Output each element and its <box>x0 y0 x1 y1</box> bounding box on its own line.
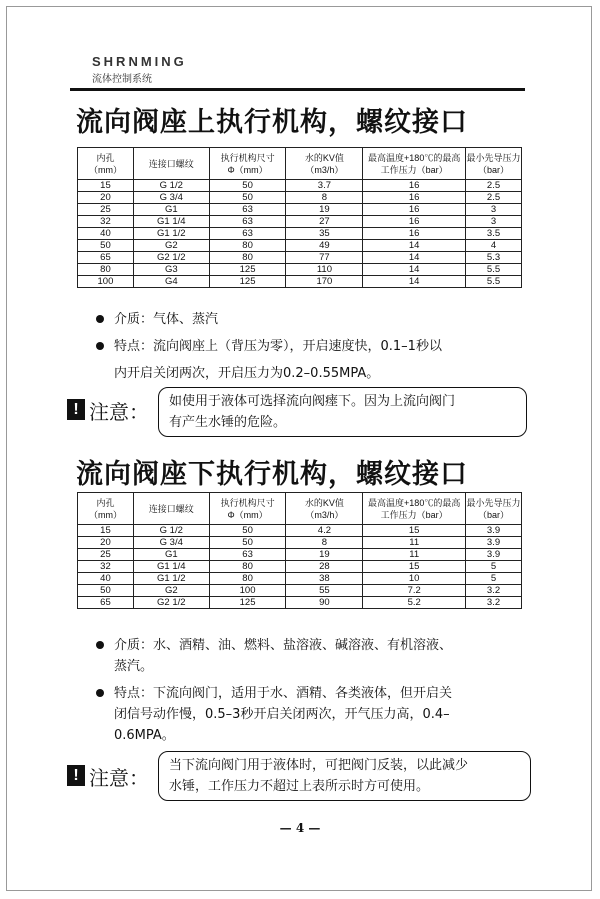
exclamation-icon: ! <box>67 399 85 420</box>
table-cell: 14 <box>363 264 466 276</box>
table-cell: G1 1/2 <box>133 228 209 240</box>
table-row <box>78 537 522 549</box>
table-cell: 65 <box>78 597 134 609</box>
brand-tagline: 流体控制系统 <box>92 74 152 85</box>
column-header: 内孔 （mm） <box>78 148 134 180</box>
table-cell: 3 <box>466 204 522 216</box>
table-cell: 5.3 <box>466 252 522 264</box>
table-row <box>78 264 522 276</box>
table-cell: G2 1/2 <box>133 252 209 264</box>
section1-title: 流向阀座上执行机构，螺纹接口 <box>76 107 468 138</box>
table-cell: 25 <box>78 204 134 216</box>
table-cell: G 3/4 <box>133 537 209 549</box>
table-row <box>78 549 522 561</box>
table-cell: 50 <box>209 180 286 192</box>
table-cell: 2.5 <box>466 180 522 192</box>
bullet-dot <box>96 342 104 350</box>
table-cell: G1 1/4 <box>133 561 209 573</box>
table-cell: 8 <box>286 537 363 549</box>
table-cell: 49 <box>286 240 363 252</box>
page-number: — 4 — <box>279 821 321 835</box>
table-cell: 15 <box>78 525 134 537</box>
table-cell: G1 1/2 <box>133 573 209 585</box>
table-cell: G4 <box>133 276 209 288</box>
table-cell: G 3/4 <box>133 192 209 204</box>
table-cell: 5.5 <box>466 264 522 276</box>
feature-text-line1: 特点：流向阀座上（背压为零），开启速度快，0.1–1秒以 <box>114 339 442 354</box>
caution-text-line2: 水锤，工作压力不超过上表所示时方可使用。 <box>169 779 430 794</box>
table-cell: 100 <box>78 276 134 288</box>
table-cell: G2 <box>133 585 209 597</box>
column-header: 水的KV值 （m3/h） <box>286 148 363 180</box>
table-row <box>78 561 522 573</box>
exclamation-icon: ! <box>67 765 85 786</box>
feature-bullet <box>96 336 442 384</box>
table-cell: 20 <box>78 537 134 549</box>
table-cell: 16 <box>363 204 466 216</box>
medium-bullet <box>96 635 452 677</box>
table-cell: 63 <box>209 216 286 228</box>
table-cell: 15 <box>363 525 466 537</box>
column-header: 执行机构尺寸 Φ（mm） <box>209 148 286 180</box>
table-cell: 80 <box>209 252 286 264</box>
table-cell: 3.9 <box>466 537 522 549</box>
feature-text-line1: 特点：下流向阀门，适用于水、酒精、各类液体，但开启关 <box>114 686 453 701</box>
table-header-row <box>78 493 522 525</box>
table-cell: 2.5 <box>466 192 522 204</box>
medium-text-line1: 介质：水、酒精、油、燃料、盐溶液、碱溶液、有机溶液、 <box>114 638 453 653</box>
table-cell: 3 <box>466 216 522 228</box>
table-cell: 3.2 <box>466 585 522 597</box>
table-cell: 80 <box>209 573 286 585</box>
table-row <box>78 216 522 228</box>
table-cell: 5 <box>466 561 522 573</box>
table-cell: 50 <box>209 192 286 204</box>
table-cell: 40 <box>78 228 134 240</box>
column-header: 连接口螺纹 <box>133 148 209 180</box>
column-header: 最高温度+180℃的最高 工作压力（bar） <box>363 148 466 180</box>
bullet-dot <box>96 641 104 649</box>
caution-label: 注意： <box>89 400 149 424</box>
table-cell: 14 <box>363 276 466 288</box>
table-cell: 20 <box>78 192 134 204</box>
table-cell: 32 <box>78 561 134 573</box>
column-header: 内孔 （mm） <box>78 493 134 525</box>
table-cell: 63 <box>209 549 286 561</box>
column-header: 执行机构尺寸 Φ（mm） <box>209 493 286 525</box>
table-cell: 125 <box>209 276 286 288</box>
column-header: 水的KV值 （m3/h） <box>286 493 363 525</box>
table-cell: 3.9 <box>466 525 522 537</box>
table-cell: 10 <box>363 573 466 585</box>
table-cell: 19 <box>286 204 363 216</box>
table-cell: 90 <box>286 597 363 609</box>
table-cell: 16 <box>363 228 466 240</box>
table-cell: 3.7 <box>286 180 363 192</box>
table-cell: 19 <box>286 549 363 561</box>
table-row <box>78 525 522 537</box>
medium-text: 介质：气体、蒸汽 <box>114 312 219 327</box>
column-header: 最小先导压力 （bar） <box>466 148 522 180</box>
table-cell: 100 <box>209 585 286 597</box>
table-cell: 32 <box>78 216 134 228</box>
feature-text-line2: 内开启关闭两次，开启压力为0.2–0.55MPA。 <box>114 366 380 381</box>
table-cell: 38 <box>286 573 363 585</box>
table-cell: 11 <box>363 537 466 549</box>
table-cell: 3.2 <box>466 597 522 609</box>
table-header-row <box>78 148 522 180</box>
table-cell: 4 <box>466 240 522 252</box>
table-cell: 55 <box>286 585 363 597</box>
table-row <box>78 585 522 597</box>
header-rule <box>70 88 525 91</box>
table-cell: G2 <box>133 240 209 252</box>
table-cell: 35 <box>286 228 363 240</box>
table-cell: 63 <box>209 228 286 240</box>
column-header: 最高温度+180℃的最高 工作压力（bar） <box>363 493 466 525</box>
table-cell: 80 <box>209 561 286 573</box>
table-cell: 50 <box>78 585 134 597</box>
table-row <box>78 573 522 585</box>
table-cell: 5.5 <box>466 276 522 288</box>
table-row <box>78 276 522 288</box>
table-row <box>78 240 522 252</box>
table-cell: 40 <box>78 573 134 585</box>
table-cell: 125 <box>209 264 286 276</box>
spec-table-lower <box>77 492 522 609</box>
table-cell: 3.9 <box>466 549 522 561</box>
table-cell: 80 <box>78 264 134 276</box>
table-cell: G 1/2 <box>133 525 209 537</box>
table-cell: 5.2 <box>363 597 466 609</box>
table-cell: 16 <box>363 192 466 204</box>
bullet-dot <box>96 315 104 323</box>
column-header: 连接口螺纹 <box>133 493 209 525</box>
table-cell: 50 <box>209 537 286 549</box>
table-cell: 110 <box>286 264 363 276</box>
table-cell: 11 <box>363 549 466 561</box>
table-cell: 7.2 <box>363 585 466 597</box>
table-row <box>78 192 522 204</box>
table-row <box>78 228 522 240</box>
table-cell: 16 <box>363 180 466 192</box>
feature-text-line2: 闭信号动作慢，0.5–3秒开启关闭两次，开气压力高，0.4– <box>114 707 450 722</box>
section2-title: 流向阀座下执行机构，螺纹接口 <box>76 459 468 490</box>
table-cell: G1 1/4 <box>133 216 209 228</box>
table-cell: G2 1/2 <box>133 597 209 609</box>
medium-bullet <box>96 309 218 330</box>
table-cell: 80 <box>209 240 286 252</box>
bullet-dot <box>96 689 104 697</box>
caution-text-line2: 有产生水锤的危险。 <box>169 415 287 430</box>
table-cell: 50 <box>78 240 134 252</box>
brand-name: SHRNMING <box>92 54 187 69</box>
table-cell: 15 <box>78 180 134 192</box>
table-cell: 28 <box>286 561 363 573</box>
table-cell: 50 <box>209 525 286 537</box>
brand-header <box>92 54 187 85</box>
table-cell: 14 <box>363 240 466 252</box>
table-cell: 77 <box>286 252 363 264</box>
medium-text-line2: 蒸汽。 <box>114 659 154 674</box>
table-cell: 15 <box>363 561 466 573</box>
table-cell: 27 <box>286 216 363 228</box>
table-row <box>78 597 522 609</box>
feature-bullet <box>96 683 452 746</box>
caution-text-line1: 如使用于液体可选择流向阀瘗下。因为上流向阀门 <box>169 394 456 409</box>
caution-box <box>158 751 531 801</box>
caution-text-line1: 当下流向阀门用于液体时，可把阀门反装，以此减少 <box>169 758 469 773</box>
table-cell: 63 <box>209 204 286 216</box>
table-cell: G 1/2 <box>133 180 209 192</box>
table-cell: 3.5 <box>466 228 522 240</box>
table-row <box>78 252 522 264</box>
table-row <box>78 204 522 216</box>
table-cell: 65 <box>78 252 134 264</box>
spec-table-upper <box>77 147 522 288</box>
column-header: 最小先导压力 （bar） <box>466 493 522 525</box>
table-cell: G1 <box>133 549 209 561</box>
table-cell: 14 <box>363 252 466 264</box>
table-cell: 4.2 <box>286 525 363 537</box>
table-cell: 16 <box>363 216 466 228</box>
caution-label: 注意： <box>89 766 149 790</box>
table-cell: G3 <box>133 264 209 276</box>
table-cell: 170 <box>286 276 363 288</box>
table-cell: 8 <box>286 192 363 204</box>
table-cell: 125 <box>209 597 286 609</box>
table-cell: 25 <box>78 549 134 561</box>
table-row <box>78 180 522 192</box>
table-cell: G1 <box>133 204 209 216</box>
table-cell: 5 <box>466 573 522 585</box>
feature-text-line3: 0.6MPA。 <box>114 728 175 743</box>
caution-box <box>158 387 527 437</box>
